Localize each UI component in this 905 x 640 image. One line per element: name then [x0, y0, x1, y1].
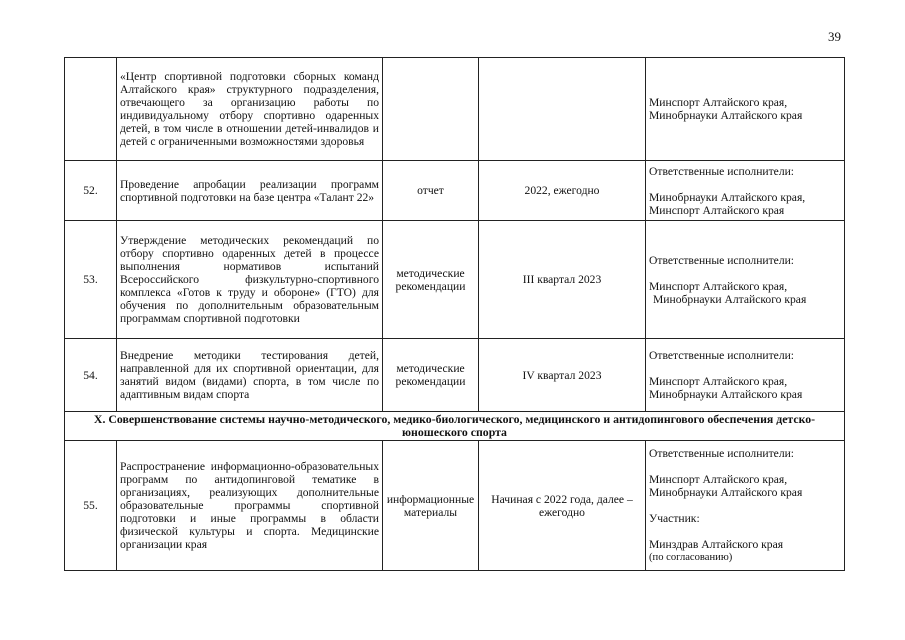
responsible-org: Минобрнауки Алтайского края,	[649, 190, 806, 204]
table-row	[65, 58, 845, 161]
responsible-org: Минспорт Алтайского края	[649, 203, 785, 217]
responsible-org: Минспорт Алтайского края,	[649, 473, 788, 486]
responsible-heading: Ответственные исполнители:	[649, 253, 795, 267]
responsible-cell	[646, 161, 845, 221]
participant-org: Минздрав Алтайского края	[649, 538, 784, 551]
responsible-heading: Ответственные исполнители:	[649, 447, 795, 460]
responsible-org: Минобрнауки Алтайского края	[649, 388, 803, 401]
deadline: III квартал 2023	[479, 221, 646, 339]
measure-description: «Центр спортивной подготовки сборных команд Алтайского края» структурного подразделения, отвечающего за организацию работы по индивидуальному отбору спортивно одаренных детей, в том числе в отношении детей-инвалидов и детей с ограниченными возможностями здоровья	[117, 58, 383, 161]
table-row	[65, 441, 845, 571]
result-form: информационные материалы	[383, 441, 479, 571]
result-form: методические рекомендации	[383, 339, 479, 412]
table-row	[65, 161, 845, 221]
responsible-org: Минспорт Алтайского края,	[649, 96, 788, 109]
responsible-org: Минобрнауки Алтайского края	[649, 109, 803, 122]
participant-heading: Участник:	[649, 512, 700, 525]
deadline: IV квартал 2023	[479, 339, 646, 412]
row-number	[65, 58, 117, 161]
result-form: методические рекомендации	[383, 221, 479, 339]
measure-description: Распространение информационно-образовательных программ по антидопинговой тематике в организациях, реализующих дополнительные образовательные программы спортивной подготовки и иные программы в области физической культуры и спорта. Медицинские организации края	[117, 441, 383, 571]
responsible-heading: Ответственные исполнители:	[649, 349, 795, 362]
responsible-org: Минобрнауки Алтайского края	[653, 292, 807, 306]
row-number: 55.	[65, 441, 117, 571]
responsible-org: Минобрнауки Алтайского края	[649, 486, 803, 499]
deadline	[479, 58, 646, 161]
measure-description: Проведение апробации реализации программ спортивной подготовки на базе центра «Талант 22»	[117, 161, 383, 221]
measure-description: Внедрение методики тестирования детей, направленной для их спортивной ориентации, для занятий видом (видами) спорта, в том числе по адаптивным видам спорта	[117, 339, 383, 412]
responsible-org: Минспорт Алтайского края,	[649, 279, 788, 293]
measures-table	[64, 57, 845, 571]
result-form	[383, 58, 479, 161]
section-header-row	[65, 412, 845, 441]
section-title: X. Совершенствование системы научно-методического, медико-биологического, медицинского и антидопингового обеспечения детско-юношеского спорта	[65, 412, 845, 441]
responsible-org: Минспорт Алтайского края,	[649, 375, 788, 388]
table-row	[65, 221, 845, 339]
deadline: Начиная с 2022 года, далее – ежегодно	[479, 441, 646, 571]
participant-note: (по согласованию)	[649, 552, 733, 563]
table-row	[65, 339, 845, 412]
responsible-heading: Ответственные исполнители:	[649, 164, 795, 178]
responsible-cell	[646, 221, 845, 339]
row-number: 52.	[65, 161, 117, 221]
result-form: отчет	[383, 161, 479, 221]
measure-description: Утверждение методических рекомендаций по отбору спортивно одаренных детей в процессе выполнения нормативов испытаний Всероссийского физкультурно-спортивного комплекса «Готов к труду и обороне» (ГТО) для обучения по дополнительным образовательным программам спортивной подготовки	[117, 221, 383, 339]
deadline: 2022, ежегодно	[479, 161, 646, 221]
page-number: 39	[828, 29, 841, 44]
responsible-cell	[646, 441, 845, 571]
row-number: 53.	[65, 221, 117, 339]
row-number: 54.	[65, 339, 117, 412]
responsible-cell	[646, 339, 845, 412]
responsible-cell	[646, 58, 845, 161]
